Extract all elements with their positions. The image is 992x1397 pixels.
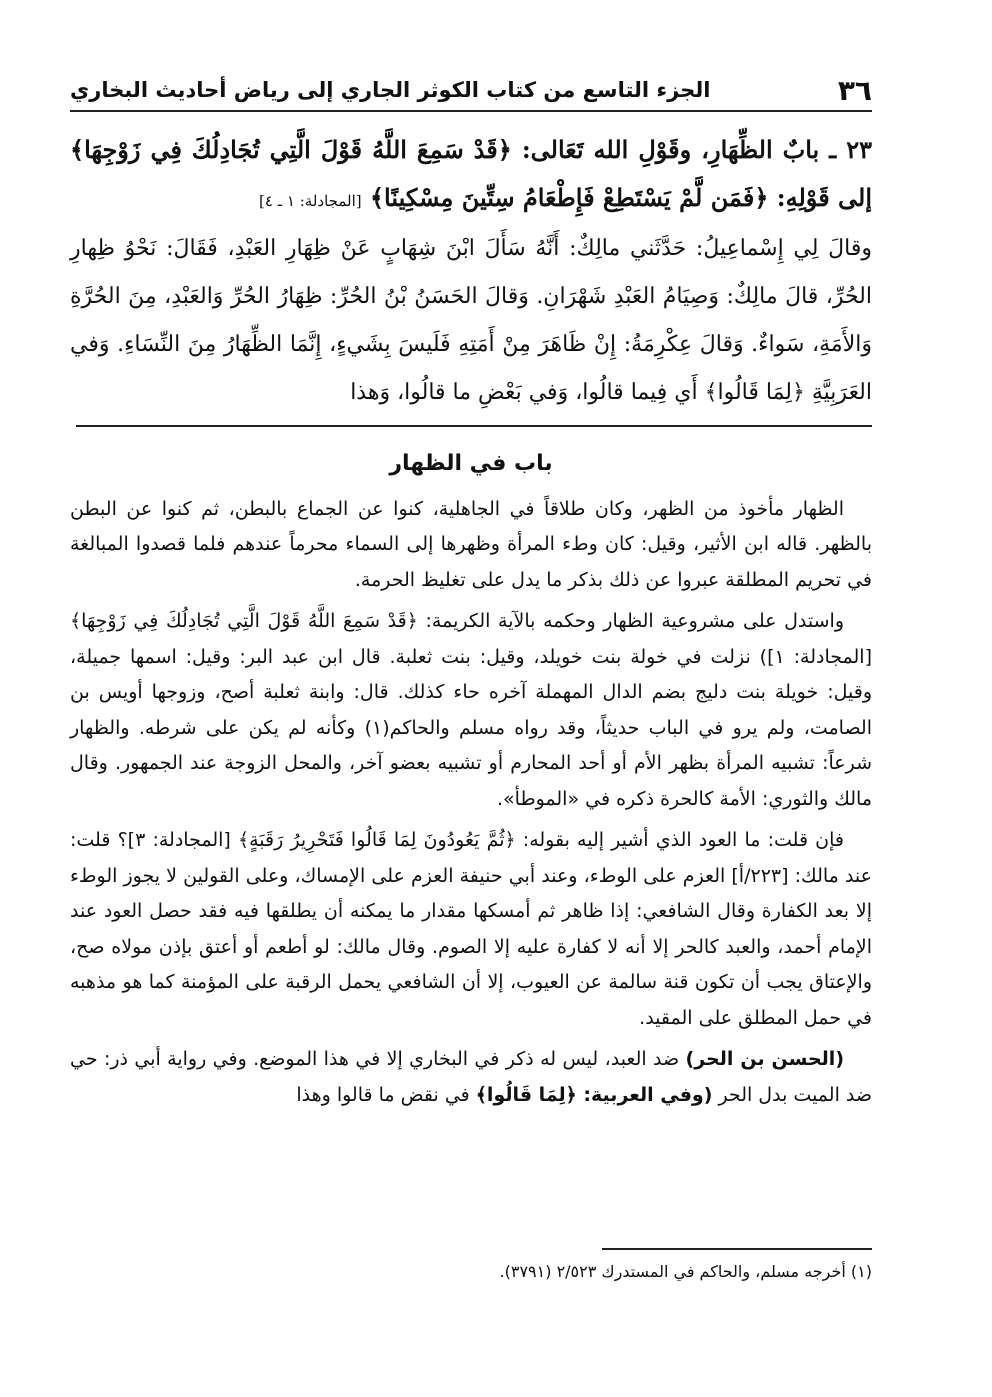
quran-verse-1: ﴿قَدْ سَمِعَ اللَّهُ قَوْلَ الَّتِي تُجَادِلُكَ فِي زَوْجِهَا﴾	[70, 135, 512, 164]
paragraph-3: فإن قلت: ما العود الذي أشير إليه بقوله: ﴿ثُمَّ يَعُودُونَ لِمَا قَالُوا فَتَحْرِيرُ رَقَبَةٍ﴾ [المجادلة: ٣]؟ قلت: عند مالك: [٢٢٣/أ] العزم على الوطء، وعند أبي حنيفة العزم على الإمساك، وعلى القولين لا يجوز الوطء إلا بعد الكفارة وقال الشافعي: إذا ظاهر ثم أمسكها مقدار ما يمكنه أن يطلقها فيه فقد حصل العود عند الإمام أحمد، والعبد كالحر إلا أنه لا كفارة عليه إلا الصوم. وقال مالك: لو أطعم أو أعتق بإذن مولاه صح، والإعتاق يجب أن تكون قنة سالمة عن العيوب، إلا أن الشافعي يحمل الرقبة على المؤمنة كما هو مذهبه في حمل المطلق على المقيد.	[70, 829, 872, 1029]
term-wa-fil-arabiyya: (وفي العربية: ﴿لِمَا قَالُوا﴾	[475, 1083, 713, 1106]
paragraph-4-text-b: في نقض ما قالوا وهذا	[296, 1083, 476, 1106]
paragraph-4-text-a: ضد العبد، ليس له ذكر في البخاري إلا في هذا الموضع. وفي رواية أبي ذر: حي ضد الميت بدل الحر	[70, 1048, 872, 1106]
section-heading: باب في الظهار	[389, 451, 553, 476]
paragraph-2: واستدل على مشروعية الظهار وحكمه بالآية الكريمة: ﴿قَدْ سَمِعَ اللَّهُ قَوْلَ الَّتِي تُجَادِلُكَ فِي زَوْجِهَا﴾ [المجادلة: ١]) نزلت في خولة بنت خويلد، وقيل: بنت ثعلبة. قال ابن عبد البر: وقيل: اسمها جميلة، وقيل: خويلة بنت دليج بضم الدال المهملة آخره حاء كذلك. قال: وابنة ثعلبة أصح، وزوجها أويس بن الصامت، ولم يرو في الباب حديثاً، وقد رواه مسلم والحاكم(١) وكأنه لم يكن على شرطه. والظهار شرعاً: تشبيه المرأة بظهر الأم أو أحد المحارم أو تشبيه بعضو آخر، والمحل الزوجة عند الجمهور. وقال مالك والثوري: الأمة كالحرة ذكره في «الموطأ».	[70, 610, 872, 810]
chapter-title	[70, 126, 872, 225]
header-title: الجزء التاسع من كتاب الكوثر الجاري إلى رياض أحاديث البخاري	[70, 78, 711, 102]
section-divider	[76, 425, 872, 427]
page-number: ٣٦	[837, 73, 872, 107]
running-header	[70, 70, 872, 112]
term-hasan-bin-hurr: (الحسن بن الحر)	[685, 1048, 844, 1070]
hadith-body: وقالَ لِي إِسْماعِيلُ: حَدَّثَني مالِكٌ: أَنَّهُ سَأَلَ ابْنَ شِهَابٍ عَنْ ظِهَارِ العَبْدِ، فَقَالَ: نَحْوُ ظِهارِ الحُرِّ، قالَ مالِكٌ: وَصِيَامُ العَبْدِ شَهْرَانِ. وَقالَ الحَسَنُ بْنُ الحُرِّ: ظِهَارُ الحُرِّ وَالعَبْدِ، مِنَ الحُرَّةِ وَالأَمَةِ، سَواءٌ. وَقالَ عِكْرِمَةُ: إِنْ ظَاهَرَ مِنْ أَمَتِهِ فَلَيسَ بِشَيءٍ، إِنَّمَا الظِّهَارُ مِنَ النِّسَاءِ. وَفي العَرَبِيَّةِ ﴿لِمَا قَالُوا﴾ أَي فِيما قالُوا، وَفي بَعْضِ ما قالُوا، وَهذا	[70, 236, 872, 405]
footnote-rule	[602, 1248, 872, 1250]
ila-qawlihi: إلى قَوْلِهِ:	[776, 183, 872, 212]
commentary	[70, 446, 872, 1119]
verse-citation: [المجادلة: ١ ـ ٤]	[259, 192, 362, 210]
quran-verse-2: ﴿فَمَن لَّمْ يَسْتَطِعْ فَإِطْعَامُ سِتِّينَ مِسْكِينًا﴾	[369, 183, 769, 212]
footnote: (١) أخرجه مسلم، والحاكم في المستدرك ٢/٥٢٣ (٣٧٩١).	[499, 1262, 872, 1281]
paragraph-4	[70, 1042, 872, 1113]
chapter-label: ٢٣ ـ بابٌ الظِّهَارِ، وقَوْلِ الله تَعَالى:	[521, 135, 872, 164]
paragraph-1: الظهار مأخوذ من الظهر، وكان طلاقاً في الجاهلية، كنوا عن الجماع بالبطن، ثم كنوا عن البطن بالظهر. قاله ابن الأثير، وقيل: كان وطء المرأة وظهرها إلى السماء محرماً عندهم فلما قصدوا المبالغة في تحريم المطلقة عبروا عن ذلك بذكر ما يدل على تغليظ الحرمة.	[70, 497, 872, 591]
hadith-text	[70, 126, 872, 417]
